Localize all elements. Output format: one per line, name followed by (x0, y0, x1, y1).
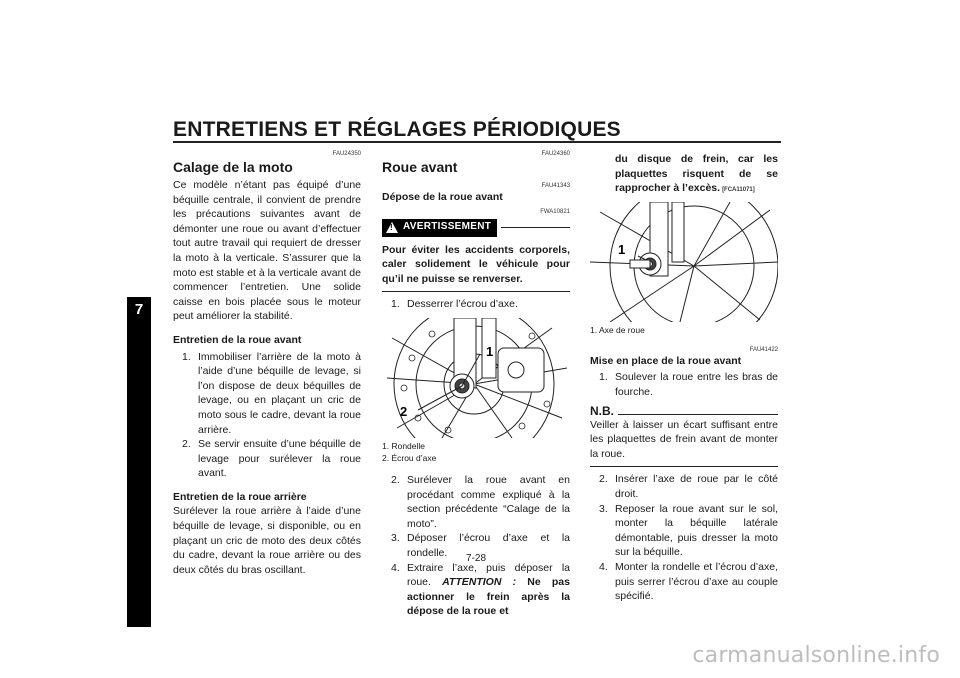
column-1 (173, 150, 361, 577)
list-item: 4. Monter la rondelle et l’écrou d’axe, puis serrer l’écrou d’axe au couple spécifié. (599, 560, 778, 603)
callout-2: 2 (400, 403, 408, 419)
ref-code: FAU41343 (541, 183, 570, 189)
callout-1: 1 (618, 241, 626, 257)
list-item: 1. Desserrer l’écrou d’axe. (391, 298, 518, 311)
list-item: 4. Extraire l’axe, puis déposer la roue. ATTENTION : Ne pas actionner le frein après la dépose de la roue et (391, 561, 570, 618)
steps-list (382, 473, 570, 619)
list-item: 3. Reposer la roue avant sur le sol, monter la béquille latérale démontable, puis dresser la moto sur la béquille. (599, 502, 778, 559)
attention-continuation: du disque de frein, car les plaquettes risquent de se rapprocher à l’excès. [FCA11071] (615, 153, 778, 195)
page-title: ENTRETIENS ET RÉGLAGES PÉRIODIQUES (173, 118, 621, 141)
chapter-tab (127, 297, 151, 627)
attention-note: ATTENTION : Ne pas actionner le frein après la dépose de la roue et (407, 576, 570, 618)
column-3 (590, 152, 778, 604)
nb-text: Veiller à laisser un écart suffisant entre les plaquettes de frein avant de monter la roue. (590, 418, 778, 460)
column-2 (382, 150, 570, 619)
ref-code: FAU24360 (541, 151, 570, 157)
nb-end-rule (590, 466, 778, 467)
step1-list (590, 370, 778, 399)
figure-wheel-axle (590, 202, 778, 322)
step1-list (382, 297, 570, 312)
rear-paragraph: Surélever la roue arrière à l’aide d’une béquille de levage, si disponible, ou en plaçant un cric de moto des deux côtés du cadre, devant la roue arrière ou des deux côtés du bras oscillant. (173, 505, 361, 576)
list-item: 2. Se servir ensuite d’une béquille de levage pour surélever la roue avant. (182, 438, 361, 480)
page-number: 7-28 (466, 553, 487, 564)
figure-caption: 1. Rondelle 2. Écrou d’axe (382, 440, 437, 463)
title-rule (173, 141, 781, 143)
list-item: 1. Immobiliser l’arrière de la moto à l’aide d’une béquille de levage, si l’on dispose de deux béquilles de levage, ou en plaçant un cric de moto sous le cadre, devant la roue arrière. (182, 350, 361, 436)
warning-header (382, 219, 570, 237)
list-item: 2. Insérer l’axe de roue par le côté droit. (599, 473, 778, 500)
ref-code: FWA10821 (540, 208, 570, 215)
steps-list (590, 472, 778, 603)
warning-text: Pour éviter les accidents corporels, caler solidement le véhicule pour qu’il ne puisse se renverser. (382, 243, 570, 285)
nb-label: N.B. (590, 403, 614, 418)
subheading-mise-en-place: Mise en place de la roue avant (590, 354, 742, 367)
watermark: carmanualsonline.info (692, 643, 940, 668)
wheel-axle-illustration (590, 202, 778, 322)
list-item: 1. Soulever la roue entre les bras de fourche. (599, 371, 778, 398)
warning-icon: ! (386, 222, 398, 233)
subheading-depose: Dépose de la roue avant (382, 191, 503, 203)
ref-code: FAU41422 (749, 346, 778, 353)
list-item: 3. Déposer l’écrou d’axe et la rondelle. (391, 532, 570, 559)
figure-caption: 1. Axe de roue (590, 324, 645, 335)
nb-header (590, 404, 778, 418)
figure-front-wheel-nut (382, 318, 570, 438)
warning-badge: ! AVERTISSEMENT (382, 219, 497, 237)
list-item: 2. Surélever la roue avant en procédant comme expliqué à la section précédente “Calage de la moto”. (391, 473, 570, 530)
chapter-number: 7 (134, 301, 144, 318)
intro-paragraph: Ce modèle n’étant pas équipé d’une béquille centrale, il convient de prendre les précautions suivantes avant de démonter une roue ou avant d’effectuer tout autre travail qui requiert de dresser la moto à la verticale. S’assurer que la moto est stable et à la verticale avant de commencer l’entretien. Une solide caisse en bois placée sous le moteur peut améliorer la stabilité. (173, 179, 361, 323)
warning-end-rule (382, 291, 570, 292)
callout-1: 1 (486, 343, 494, 359)
subheading-front: Entretien de la roue avant (173, 333, 302, 346)
ref-code: FAU24350 (332, 151, 361, 157)
section-title-roue-avant: Roue avant (382, 159, 458, 175)
front-steps-list (173, 350, 361, 481)
section-title-calage: Calage de la moto (173, 159, 293, 175)
subheading-rear: Entretien de la roue arrière (173, 490, 307, 503)
wheel-hub-illustration (382, 318, 570, 438)
